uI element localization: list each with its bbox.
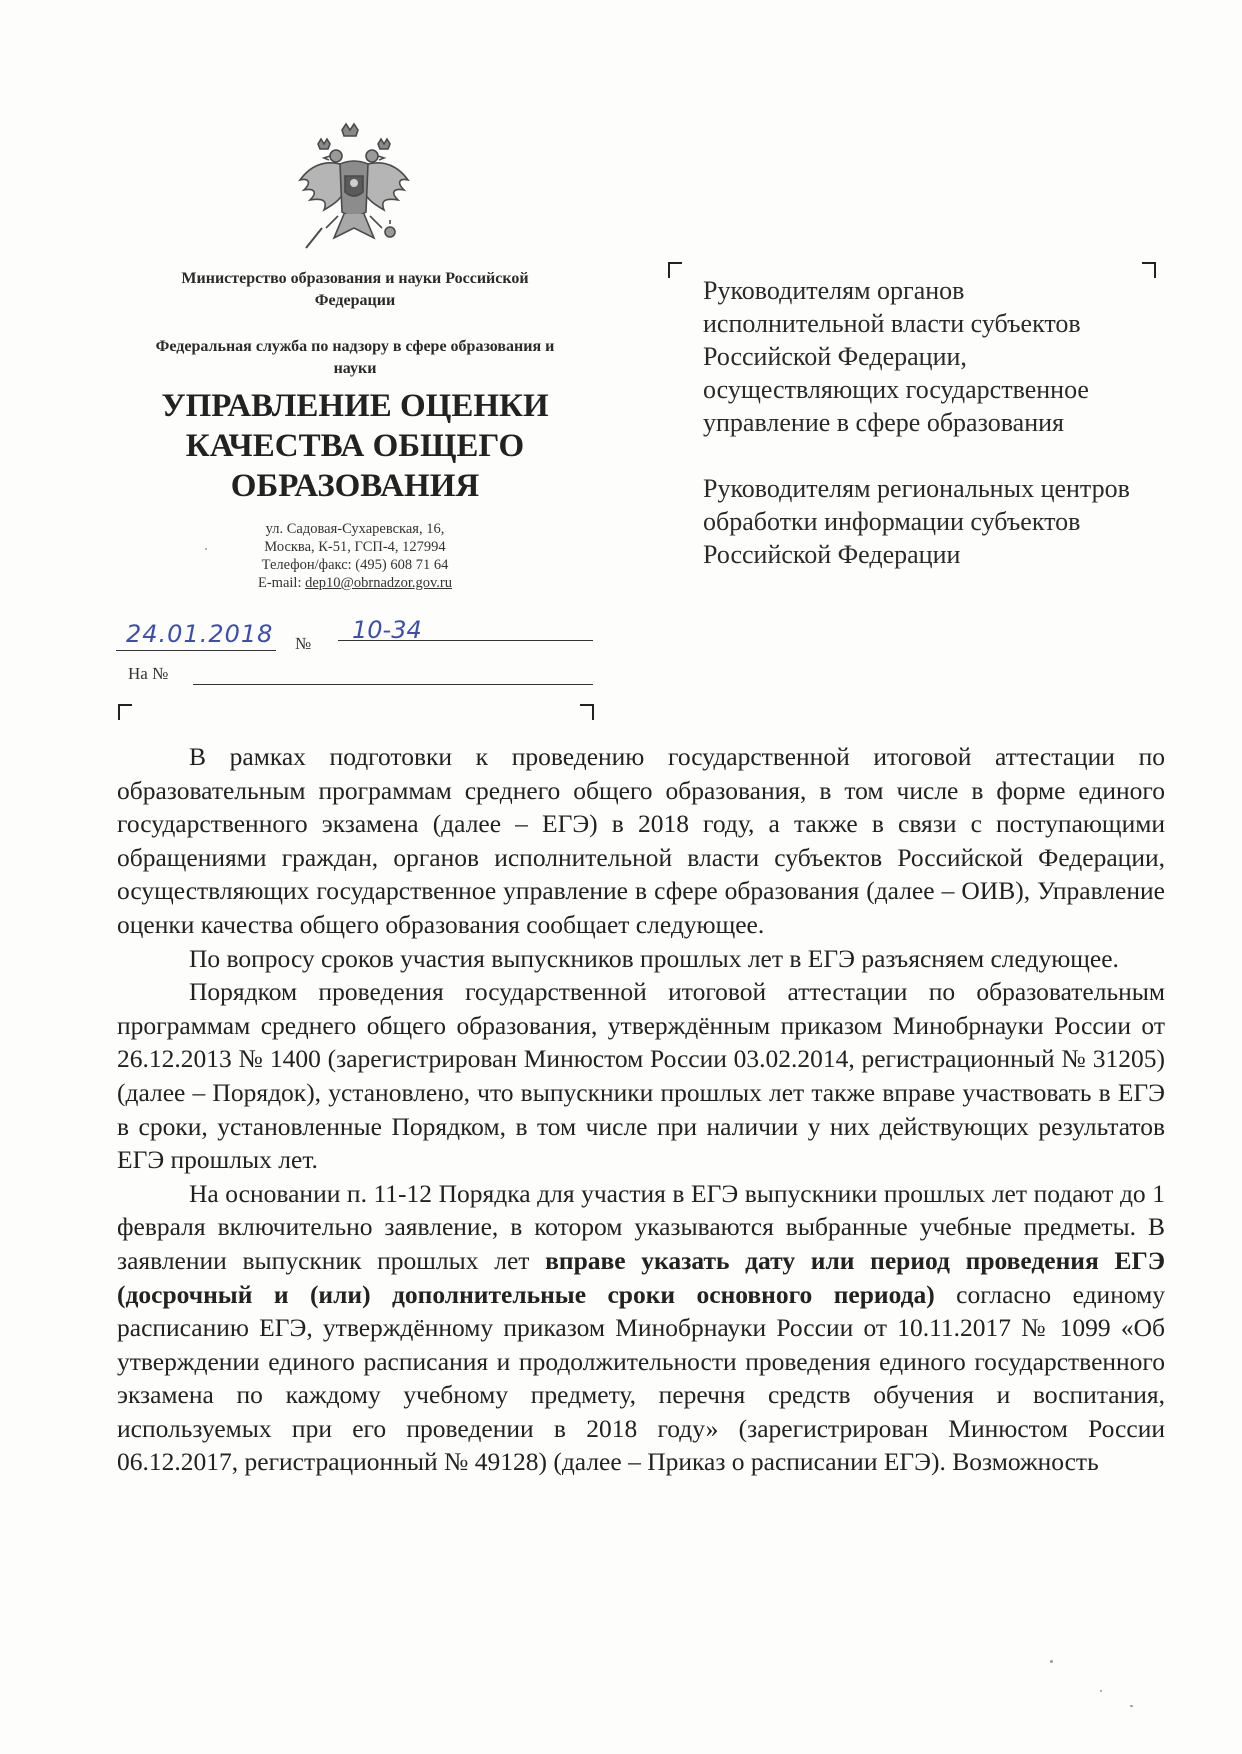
address-street: ул. Садовая-Сухаревская, 16,: [265, 521, 445, 537]
department-title: УПРАВЛЕНИЕ ОЦЕНКИ КАЧЕСТВА ОБЩЕГО ОБРАЗОВАНИЯ: [161, 388, 549, 504]
addressee-bracket-top-left: [668, 262, 682, 278]
reference-label: На №: [128, 664, 169, 683]
addressee-oiv: Руководителям органов исполнительной власти субъектов Российской Федерации, осуществляющих государственное управление в сфере образования: [703, 276, 1089, 437]
scan-speck: [205, 548, 207, 550]
email-link[interactable]: dep10@obrnadzor.gov.ru: [305, 575, 453, 591]
handwritten-number: 10-34: [352, 616, 422, 644]
date-line: [116, 650, 276, 651]
paragraph-1: В рамках подготовки к проведению государственной итоговой аттестации по образовательным программам среднего общего образования, в том числе в форме единого государственного экзамена (далее – ЕГЭ) в 2018 году, а также в связи с поступающими обращениями граждан, органов исполнительной власти субъектов Российской Федерации, осуществляющих государственное управление в сфере образования (далее – ОИВ), Управление оценки качества общего образования сообщает следующее.: [117, 742, 1165, 939]
number-sign: №: [295, 634, 312, 653]
addressee-rcoi: Руководителям региональных центров обработки информации субъектов Российской Федерации: [703, 474, 1130, 569]
letter-body: [117, 740, 1165, 1479]
address-city: Москва, К-51, ГСП-4, 127994: [264, 539, 446, 555]
address-email-row: [200, 574, 510, 592]
paragraph-4-end: согласно единому расписанию ЕГЭ, утверждённому приказом Минобрнауки России от 10.11.2017 № 1099 «Об утверждении единого расписания и продолжительности проведения единого государственного экзамена по каждому учебному предмету, перечня средств обучения и воспитания, используемых при его проведении в 2018 году» (зарегистрирован Минюстом России 06.12.2017, регистрационный № 49128) (далее – Приказ о расписании ЕГЭ). Возможность: [117, 1279, 1165, 1477]
subject-bracket-top-left: [118, 704, 132, 720]
email-label: E-mail:: [257, 575, 306, 591]
paragraph-2: По вопросу сроков участия выпускников прошлых лет в ЕГЭ разъясняем следующее.: [189, 943, 1119, 973]
number-line: [338, 640, 593, 641]
scan-speck: [1100, 1690, 1102, 1692]
double-headed-eagle-emblem-icon: [294, 120, 414, 255]
scan-speck: [1050, 1660, 1053, 1663]
addressee-bracket-top-right: [1142, 262, 1156, 278]
subject-bracket-top-right: [580, 704, 594, 720]
scan-speck: [1130, 1705, 1133, 1707]
paragraph-4-bold: вправе указать дату или период проведения ЕГЭ (досрочный и (или) дополнительные сроки основного периода): [117, 1245, 1166, 1309]
address-phone: Телефон/факс: (495) 608 71 64: [261, 557, 449, 573]
ministry-name: Министерство образования и науки Российской Федерации: [181, 270, 529, 309]
paragraph-4-start: На основании п. 11-12 Порядка для участия в ЕГЭ выпускники прошлых лет подают до 1 февраля включительно заявление, в котором указываются выбранные учебные предметы. В заявлении выпускник прошлых лет: [117, 1178, 1165, 1275]
registration-row: [116, 616, 596, 660]
handwritten-date: 24.01.2018: [126, 620, 274, 648]
reference-line: [193, 684, 593, 685]
paragraph-4: [117, 1177, 1165, 1479]
service-name: Федеральная служба по надзору в сфере образования и науки: [155, 338, 555, 377]
addressee-block: [703, 274, 1143, 604]
paragraph-3: Порядком проведения государственной итоговой аттестации по образовательным программам среднего общего образования, утверждённым приказом Минобрнауки России от 26.12.2013 № 1400 (зарегистрирован Минюстом России 03.02.2014, регистрационный № 31205) (далее – Порядок), установлено, что выпускники прошлых лет также вправе участвовать в ЕГЭ в сроки, установленные Порядком, в том числе при наличии у них действующих результатов ЕГЭ прошлых лет.: [117, 977, 1165, 1175]
sender-address: [200, 520, 510, 592]
